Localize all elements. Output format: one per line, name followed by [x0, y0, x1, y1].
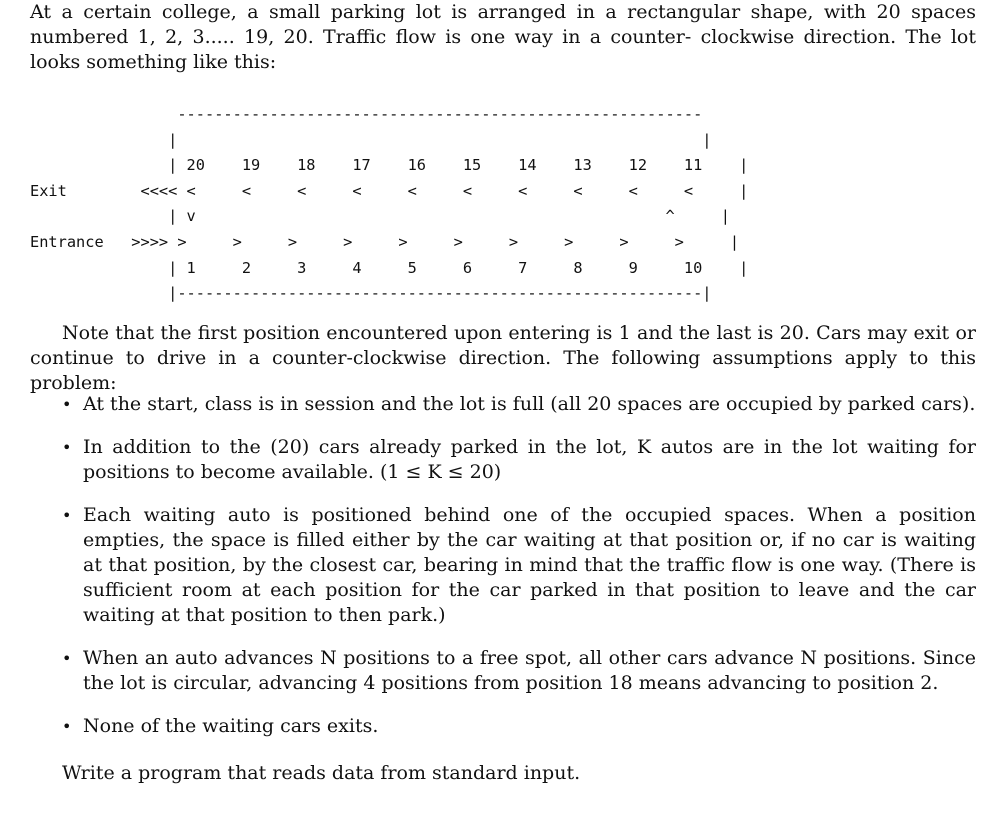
list-item: • When an auto advances N positions to a free spot, all other cars advance N positions. Since the lot is circular, advancing 4 positions from position 18 means advancing to position 2.	[62, 647, 976, 694]
lot-bottom-border: |---------------------------------------------------------|	[30, 284, 712, 303]
bullet-icon: •	[62, 438, 72, 457]
note-paragraph: Note that the first position encountered upon entering is 1 and the last is 20. Cars may exit or continue to drive in a counter-clockwise direction. The following assumptions apply to this problem:	[30, 322, 976, 394]
parking-lot-diagram	[30, 102, 748, 307]
list-item: • In addition to the (20) cars already parked in the lot, K autos are in the lot waiting for positions to become available. (1 ≤ K ≤ 20)	[62, 436, 976, 483]
list-item: • Each waiting auto is positioned behind one of the occupied spaces. When a position empties, the space is filled either by the car waiting at that position or, if no car is waiting at that position, by the closest car, bearing in mind that the traffic flow is one way. (There is sufficient room at each position for the car parked in that position to leave and the car waiting at that position to then park.)	[62, 504, 976, 626]
lot-row-edge-top: | |	[30, 130, 712, 149]
lot-top-border: ---------------------------------------------------------	[30, 105, 703, 123]
lot-row-exit: Exit <<<< < < < < < < < < < < |	[30, 181, 749, 200]
intro-paragraph: At a certain college, a small parking lot is arranged in a rectangular shape, with 20 spaces numbered 1, 2, 3..... 19, 20. Traffic flow is one way in a counter- clockwise direction. The lot looks something like this:	[30, 1, 976, 73]
lot-row-down: | v ^ |	[30, 207, 730, 226]
list-item: • None of the waiting cars exits.	[62, 715, 379, 737]
list-item: • At the start, class is in session and the lot is full (all 20 spaces are occupied by parked cars).	[62, 393, 976, 415]
closing-paragraph: Write a program that reads data from standard input.	[62, 762, 581, 784]
assumptions-list	[30, 392, 976, 757]
bullet-icon: •	[62, 506, 72, 525]
lot-row-entrance: Entrance >>>> > > > > > > > > > > |	[30, 232, 740, 251]
lot-row-bottom-numbers: | 1 2 3 4 5 6 7 8 9 10 |	[30, 258, 749, 277]
bullet-icon: •	[62, 395, 72, 414]
bullet-icon: •	[62, 717, 72, 736]
bullet-icon: •	[62, 649, 72, 668]
lot-row-top-numbers: | 20 19 18 17 16 15 14 13 12 11 |	[30, 156, 749, 175]
